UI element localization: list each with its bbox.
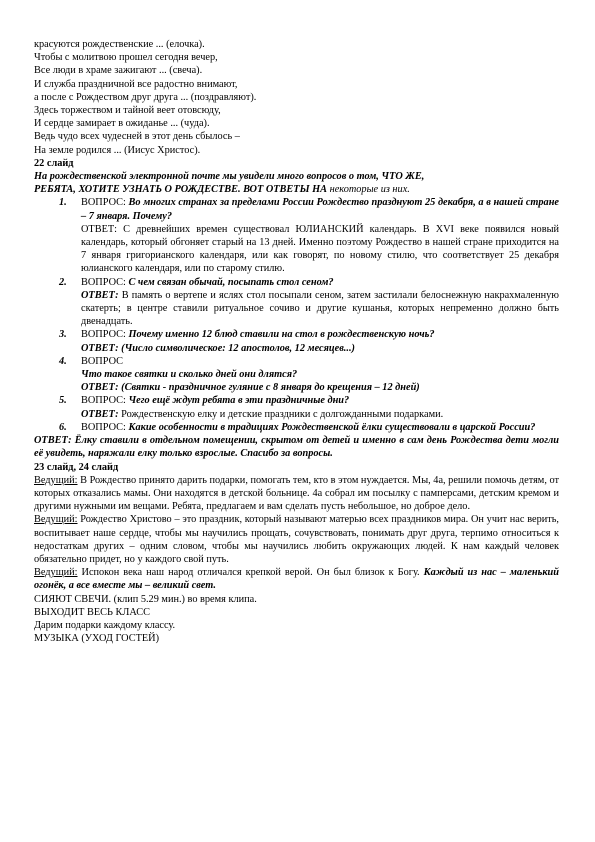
slide-23-24-heading: 23 слайд, 24 слайд — [34, 461, 119, 473]
question-prefix: ВОПРОС: — [81, 197, 129, 209]
answer-body: (Число символическое: 12 апостолов, 12 месяцев...) — [118, 342, 355, 354]
poem-line: Чтобы с молитвою прошел сегодня вечер, — [34, 52, 218, 64]
intro-line-2 — [34, 183, 559, 196]
list-item — [59, 328, 559, 354]
question-prefix: ВОПРОС: — [81, 329, 129, 341]
answer-body: В память о вертепе и яслях стол посыпали сеном, затем застилали белоснежную накрахмаленную скатерть; в центре ставили ритуальное сочиво и другие кушанья, которых непременно должно быть двенадцать. — [81, 289, 559, 328]
answer-label: ОТВЕТ: — [81, 408, 119, 420]
poem-line: Все люди в храме зажигают ... (свеча). — [34, 65, 203, 77]
list-item — [59, 394, 559, 420]
answer-label: ОТВЕТ: — [34, 435, 72, 447]
question-number: 4. — [59, 355, 67, 367]
question-number: 6. — [59, 421, 67, 433]
question-text — [81, 276, 559, 289]
host-text: В Рождество принято дарить подарки, помогать тем, кто в этом нуждается. Мы, 4а, решили помочь детям, от которых отказались мамы. Они находятся в детской больнице. 4а собрал им посылку с памперсами, детским кремом и другими нужными им вещами. Ребята, предлагаем и вам сделать пусть небольшое, но доброе дело. — [34, 474, 559, 513]
host-label: Ведущий: — [34, 474, 78, 486]
poem-line: Здесь торжеством и тайной веет отовсюду, — [34, 105, 221, 117]
final-answer — [34, 434, 559, 460]
poem-line: На земле родился ... (Иисус Христос). — [34, 144, 201, 156]
answer-body: Ёлку ставили в отдельном помещении, скрытом от детей и именно в сам день Рождества дети могли её увидеть, наряжали елку только взрослые. Спасибо за вопросы. — [34, 435, 559, 460]
question-number: 5. — [59, 395, 67, 407]
host-text: Испокон века наш народ отличался крепкой верой. Он был близок к Богу. — [77, 567, 424, 579]
question-body: Что такое святки и сколько дней они длятся? — [81, 369, 298, 381]
answer-text — [81, 342, 559, 355]
stage-direction: ВЫХОДИТ ВЕСЬ КЛАСС — [34, 606, 151, 618]
question-text — [81, 328, 559, 341]
intro-line-1: На рождественской электронной почте мы увидели много вопросов о том, ЧТО ЖЕ, — [34, 171, 425, 183]
question-number: 3. — [59, 329, 67, 341]
poem-line: Ведь чудо всех чудесней в этот день сбылось – — [34, 131, 240, 143]
question-text — [81, 421, 559, 434]
list-item — [59, 196, 559, 275]
question-number: 1. — [59, 197, 67, 209]
poem-line: И служба праздничной все радостно внимают, — [34, 78, 238, 90]
list-item — [59, 276, 559, 329]
host-label: Ведущий: — [34, 567, 78, 579]
host-label: Ведущий: — [34, 514, 78, 526]
stage-direction: Дарим подарки каждому классу. — [34, 619, 176, 631]
poem-line: И сердце замирает в ожиданье ... (чуда). — [34, 118, 210, 130]
question-text — [81, 196, 559, 222]
question-list — [34, 196, 559, 434]
question-body: Чего ещё ждут ребята в эти праздничные дни? — [128, 395, 350, 407]
host-text-emphasis: Каждый из нас – маленький огонёк, а все вместе мы – великий свет. — [34, 567, 559, 592]
poem-line: а после с Рождеством друг друга ... (поздравляют). — [34, 91, 257, 103]
answer-label: ОТВЕТ: — [81, 382, 119, 394]
answer-text — [81, 289, 559, 329]
question-body: С чем связан обычай, посыпать стол сеном? — [128, 276, 334, 288]
stage-direction: СИЯЮТ СВЕЧИ. (клип 5.29 мин.) во время клипа. — [34, 593, 257, 605]
intro-line-2-bold: РЕБЯТА, ХОТИТЕ УЗНАТЬ О РОЖДЕСТВЕ. ВОТ ОТВЕТЫ НА — [34, 184, 328, 196]
slide-22-heading: 22 слайд — [34, 157, 74, 169]
question-body: Почему именно 12 блюд ставили на стол в рождественскую ночь? — [128, 329, 435, 341]
answer-body: Рождественскую елку и детские праздники с долгожданными подарками. — [118, 408, 444, 420]
intro-line-2-tail: некоторые из них. — [327, 184, 410, 196]
question-text — [81, 394, 559, 407]
question-prefix: ВОПРОС: — [81, 395, 129, 407]
answer-text — [81, 408, 559, 421]
host-paragraph-3 — [34, 566, 559, 592]
answer-label: ОТВЕТ: — [81, 289, 119, 301]
question-body: Во многих странах за пределами России Рождество празднуют 25 декабря, а в нашей стране – 7 января. Почему? — [81, 197, 559, 222]
host-paragraph-1 — [34, 474, 559, 514]
answer-body: (Святки - праздничное гуляние с 8 января до крещения – 12 дней) — [118, 382, 420, 394]
list-item — [59, 355, 559, 395]
question-number: 2. — [59, 276, 67, 288]
list-item — [59, 421, 559, 434]
host-paragraph-2 — [34, 513, 559, 566]
question-prefix: ВОПРОС: — [81, 276, 129, 288]
question-prefix: ВОПРОС — [81, 355, 124, 367]
document-body — [34, 38, 559, 645]
stage-direction: МУЗЫКА (УХОД ГОСТЕЙ) — [34, 633, 160, 645]
answer-text: ОТВЕТ: С древнейших времен существовал ЮЛИАНСКИЙ календарь. В XVI веке появился новый календарь, который обгоняет старый на 13 дней. Именно поэтому Рождество в нашей стране приходится на 7 января григорианского календаря, или как говорят, по новому стилю, что соответствует 25 декабря юлианского календаря, или по старому стилю. — [81, 223, 559, 275]
slide-22-intro — [34, 170, 559, 196]
poem — [34, 38, 559, 157]
question-body: Какие особенности в традициях Рождественской ёлки существовали в царской России? — [128, 421, 536, 433]
poem-line: красуются рождественские ... (елочка). — [34, 39, 205, 50]
host-text: Рождество Христово – это праздник, который называют матерью всех праздников мира. Он учит нас верить, воспитывает наше сердце, чтобы мы научились прощать, сочувствовать, понимать друг друга, терпимо относиться к недостаткам других – одним словом, чтобы мы научились любить окружающих людей. К нам каждый человек обязательно придет, но у каждого свой путь. — [34, 514, 559, 565]
answer-text — [81, 381, 559, 394]
question-prefix: ВОПРОС: — [81, 421, 129, 433]
answer-label: ОТВЕТ: — [81, 342, 119, 354]
